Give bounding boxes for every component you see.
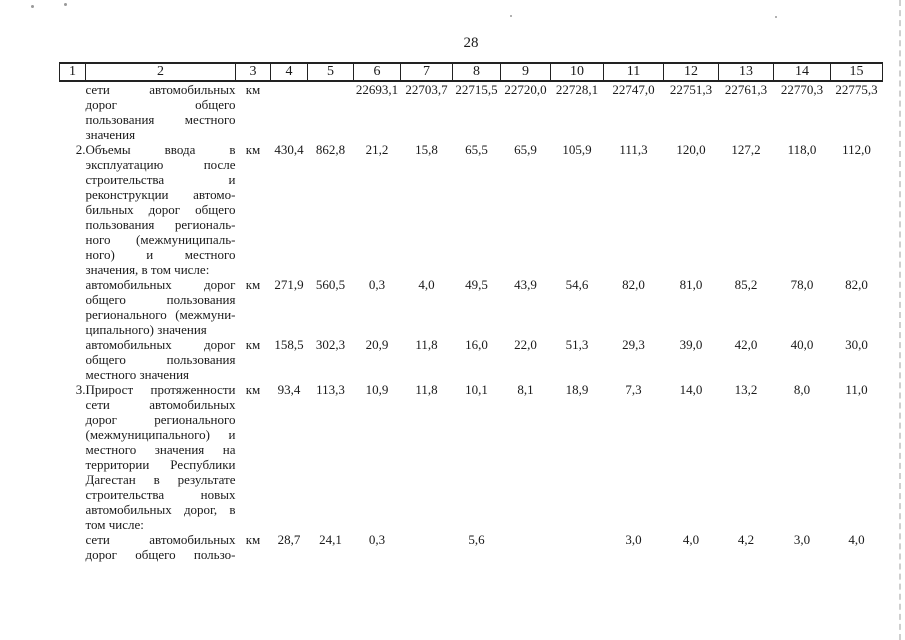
value-cell: 22775,3 bbox=[835, 82, 878, 97]
table-row bbox=[60, 277, 883, 337]
value-cell: 120,0 bbox=[676, 142, 706, 157]
table-row bbox=[60, 81, 883, 142]
value-cell: 21,2 bbox=[365, 142, 389, 157]
value-cell: 22770,3 bbox=[780, 82, 824, 97]
value-cell: 127,2 bbox=[731, 142, 761, 157]
unit-cell: км bbox=[245, 337, 261, 352]
unit-cell: км bbox=[245, 382, 261, 397]
table-row bbox=[60, 337, 883, 382]
row-number-cell bbox=[60, 277, 86, 337]
scan-edge-artifact bbox=[899, 0, 901, 640]
value-cell: 22761,3 bbox=[724, 82, 768, 97]
value-cell: 118,0 bbox=[787, 142, 817, 157]
row-number-cell: 3. bbox=[75, 382, 86, 397]
value-cell: 4,0 bbox=[848, 532, 865, 547]
column-header: 14 bbox=[774, 63, 831, 81]
column-header: 3 bbox=[236, 63, 271, 81]
value-cell: 65,9 bbox=[514, 142, 537, 157]
table-row bbox=[60, 532, 883, 562]
value-cell: 11,8 bbox=[415, 382, 438, 397]
value-cell: 43,9 bbox=[514, 277, 537, 292]
value-cell: 20,9 bbox=[365, 337, 389, 352]
indicators-table bbox=[59, 62, 883, 562]
value-cell: 22747,0 bbox=[612, 82, 655, 97]
value-cell: 42,0 bbox=[734, 337, 758, 352]
value-cell: 10,1 bbox=[465, 382, 488, 397]
column-header: 13 bbox=[719, 63, 774, 81]
indicator-text-cell: Объемы ввода в эксплуатацию после строительства и реконструкции автомо- бильных дорог общего пользования региональ- ного (межмуниципаль- ного) и местного значения, в том числе: bbox=[85, 142, 236, 277]
value-cell: 28,7 bbox=[277, 532, 301, 547]
value-cell: 22,0 bbox=[514, 337, 537, 352]
value-cell: 54,6 bbox=[565, 277, 589, 292]
value-cell: 49,5 bbox=[465, 277, 488, 292]
unit-cell: км bbox=[245, 142, 261, 157]
value-cell: 0,3 bbox=[368, 532, 386, 547]
value-cell: 8,1 bbox=[517, 382, 534, 397]
column-header: 12 bbox=[664, 63, 719, 81]
row-number-cell: 2. bbox=[75, 142, 86, 157]
value-cell: 7,3 bbox=[625, 382, 642, 397]
value-cell: 111,3 bbox=[619, 142, 648, 157]
value-cell: 13,2 bbox=[734, 382, 758, 397]
value-cell: 22693,1 bbox=[355, 82, 399, 97]
column-header: 9 bbox=[501, 63, 551, 81]
column-header: 15 bbox=[831, 63, 883, 81]
value-cell: 29,3 bbox=[622, 337, 645, 352]
value-cell: 78,0 bbox=[790, 277, 814, 292]
indicator-text-cell: сети автомобильных дорог общего пользования местного значения bbox=[85, 82, 236, 142]
indicator-text-cell: автомобильных дорог общего пользования регионального (межмуни- ципального) значения bbox=[85, 277, 236, 337]
table-header-row bbox=[60, 63, 883, 81]
column-header: 2 bbox=[86, 63, 236, 81]
value-cell bbox=[551, 532, 604, 562]
value-cell: 862,8 bbox=[315, 142, 346, 157]
column-header: 8 bbox=[453, 63, 501, 81]
scan-speck bbox=[64, 3, 67, 6]
value-cell: 11,8 bbox=[415, 337, 438, 352]
value-cell: 39,0 bbox=[679, 337, 703, 352]
value-cell: 15,8 bbox=[415, 142, 438, 157]
value-cell: 10,9 bbox=[365, 382, 389, 397]
value-cell: 302,3 bbox=[315, 337, 346, 352]
column-header: 7 bbox=[401, 63, 453, 81]
value-cell: 5,6 bbox=[468, 532, 485, 547]
table-row bbox=[60, 382, 883, 532]
value-cell: 82,0 bbox=[845, 277, 868, 292]
value-cell: 22720,0 bbox=[504, 82, 547, 97]
value-cell bbox=[308, 81, 354, 142]
column-header: 4 bbox=[271, 63, 308, 81]
value-cell: 105,9 bbox=[562, 142, 592, 157]
value-cell: 11,0 bbox=[845, 382, 868, 397]
unit-cell: км bbox=[245, 82, 261, 97]
row-number-cell bbox=[60, 337, 86, 382]
value-cell bbox=[501, 532, 551, 562]
indicator-text-cell: автомобильных дорог общего пользования местного значения bbox=[85, 337, 236, 382]
column-header: 6 bbox=[354, 63, 401, 81]
indicator-text-cell: Прирост протяженности сети автомобильных дорог регионального (межмуниципального) и местного значения на территории Республики Дагестан в результате строительства новых автомобильных дорог, в том числе: bbox=[85, 382, 236, 532]
value-cell: 22703,7 bbox=[405, 82, 448, 97]
value-cell bbox=[271, 81, 308, 142]
value-cell: 113,3 bbox=[316, 382, 345, 397]
value-cell: 65,5 bbox=[465, 142, 488, 157]
unit-cell: км bbox=[245, 532, 261, 547]
value-cell: 22728,1 bbox=[555, 82, 599, 97]
value-cell: 22715,5 bbox=[455, 82, 498, 97]
value-cell: 16,0 bbox=[465, 337, 488, 352]
value-cell: 560,5 bbox=[315, 277, 346, 292]
value-cell: 430,4 bbox=[274, 142, 304, 157]
value-cell: 158,5 bbox=[274, 337, 304, 352]
value-cell: 3,0 bbox=[793, 532, 811, 547]
scan-speck bbox=[775, 16, 777, 18]
value-cell: 3,0 bbox=[625, 532, 642, 547]
unit-cell: км bbox=[245, 277, 261, 292]
value-cell: 271,9 bbox=[274, 277, 304, 292]
row-number-cell bbox=[60, 81, 86, 142]
value-cell: 0,3 bbox=[368, 277, 386, 292]
value-cell: 81,0 bbox=[679, 277, 703, 292]
row-number-cell bbox=[60, 532, 86, 562]
table-row bbox=[60, 142, 883, 277]
value-cell: 4,2 bbox=[737, 532, 755, 547]
value-cell: 30,0 bbox=[845, 337, 868, 352]
value-cell: 18,9 bbox=[565, 382, 589, 397]
value-cell: 22751,3 bbox=[669, 82, 713, 97]
value-cell: 4,0 bbox=[418, 277, 435, 292]
value-cell: 4,0 bbox=[682, 532, 700, 547]
indicator-text-cell: сети автомобильных дорог общего пользо- bbox=[85, 532, 236, 562]
column-header: 10 bbox=[551, 63, 604, 81]
value-cell: 40,0 bbox=[790, 337, 814, 352]
scan-speck bbox=[510, 15, 512, 17]
value-cell: 112,0 bbox=[842, 142, 871, 157]
value-cell: 82,0 bbox=[622, 277, 645, 292]
value-cell: 51,3 bbox=[565, 337, 589, 352]
scan-speck bbox=[31, 5, 34, 8]
value-cell: 8,0 bbox=[793, 382, 811, 397]
value-cell: 85,2 bbox=[734, 277, 758, 292]
column-header: 5 bbox=[308, 63, 354, 81]
value-cell bbox=[401, 532, 453, 562]
value-cell: 93,4 bbox=[277, 382, 301, 397]
value-cell: 14,0 bbox=[679, 382, 703, 397]
column-header: 1 bbox=[60, 63, 86, 81]
page-number: 28 bbox=[463, 35, 479, 51]
column-header: 11 bbox=[604, 63, 664, 81]
value-cell: 24,1 bbox=[319, 532, 342, 547]
